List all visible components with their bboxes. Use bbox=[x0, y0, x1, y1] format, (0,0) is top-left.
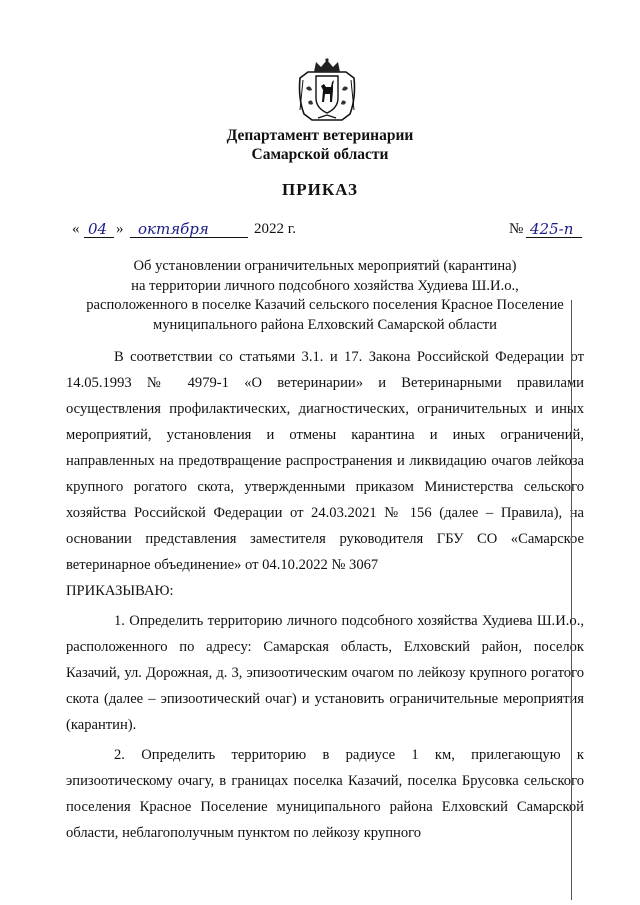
order-item-2: 2. Определить территорию в радиусе 1 км, прилегающую к эпизоотическому очагу, в границах поселка Казачий, поселка Брусовка сельского поселения Красное Поселение муниципального района Елховский Самарской области, неблагополучным пунктом по лейкозу крупного bbox=[66, 747, 584, 841]
subject-line-2: на территории личного подсобного хозяйства Худиева Ш.И.о., bbox=[131, 277, 519, 294]
subject-line-3: расположенного в поселке Казачий сельского поселения Красное Поселение bbox=[86, 297, 564, 314]
date-number-line bbox=[64, 218, 584, 240]
department-name-line-1: Департамент ветеринарии bbox=[226, 127, 414, 144]
subject-line-4: муниципального района Елховский Самарской области bbox=[153, 316, 497, 333]
preamble-paragraph: В соответствии со статьями 3.1. и 17. Закона Российской Федерации от 14.05.1993 № 4979-1 «О ветеринарии» и Ветеринарными правилами осуществления профилактических, диагностических, ограничительных и иных мероприятий, установления и отмены карантина и иных ограничений, направленных на предотвращение распространения и ликвидацию очагов лейкоза крупного рогатого скота, утвержденными приказом Министерства сельского хозяйства Российской Федерации от 24.03.2021 № 156 (далее – Правила), на основании представления заместителя руководителя ГБУ СО «Самарское ветеринарное объединение» от 04.10.2022 № 3067 bbox=[66, 349, 584, 573]
order-word: ПРИКАЗЫВАЮ: bbox=[66, 583, 174, 599]
order-item-1: 1. Определить территорию личного подсобного хозяйства Худиева Ш.И.о., расположенного по адресу: Самарская область, Елховский район, поселок Казачий, ул. Дорожная, д. 3, эпизоотическим очагом по лейкозу крупного рогатого скота (далее – эпизоотический очаг) и установить ограничительные мероприятия (карантин). bbox=[66, 613, 584, 733]
date-open-quote: « bbox=[72, 221, 80, 237]
order-subject bbox=[60, 257, 590, 335]
department-name-line-2: Самарской области bbox=[251, 146, 389, 163]
date-month: октября bbox=[138, 220, 209, 238]
scan-artifact-line bbox=[571, 300, 572, 900]
order-number: 425-п bbox=[530, 220, 574, 238]
number-prefix: № bbox=[509, 221, 524, 237]
document-title: ПРИКАЗ bbox=[282, 180, 358, 199]
date-year: 2022 г. bbox=[254, 221, 296, 237]
subject-line-1: Об установлении ограничительных мероприятий (карантина) bbox=[133, 258, 517, 274]
date-close-quote: » bbox=[116, 221, 124, 237]
date-day: 04 bbox=[88, 220, 108, 238]
order-body bbox=[66, 344, 584, 846]
samara-coat-of-arms-icon bbox=[296, 58, 358, 124]
